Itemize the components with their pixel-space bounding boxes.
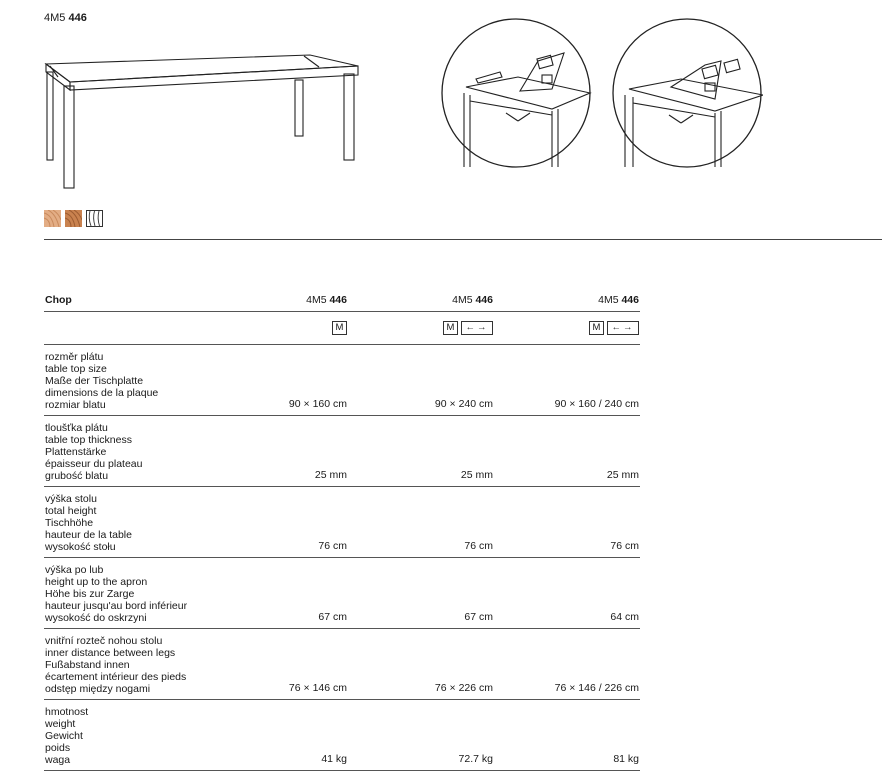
row-labels: tloušťka plátu table top thickness Plattenstärke épaisseur du plateau grubość blatu xyxy=(45,422,143,482)
column-icons xyxy=(589,321,639,335)
column-icons xyxy=(443,321,493,335)
material-m-icon: M xyxy=(332,321,347,335)
spec-value: 64 cm xyxy=(610,611,639,623)
material-m-icon: M xyxy=(443,321,458,335)
wood-grain-outline-icon xyxy=(86,210,103,227)
spec-value: 76 × 146 cm xyxy=(288,682,347,694)
column-header: 4M5 446 xyxy=(452,294,493,306)
spec-header-row xyxy=(44,292,640,312)
spec-value: 76 × 226 cm xyxy=(434,682,493,694)
model-prefix: 4M5 xyxy=(44,12,66,24)
finish-swatches xyxy=(44,210,103,227)
row-labels: výška po lub height up to the apron Höhe bis zur Zarge hauteur jusqu'au bord inférieur wysokość do oskrzyni xyxy=(45,564,188,624)
row-labels: výška stolu total height Tischhöhe hauteur de la table wysokość stołu xyxy=(45,493,132,553)
spec-value: 90 × 240 cm xyxy=(434,398,493,410)
spec-row-total-height xyxy=(44,487,640,558)
spec-row-weight xyxy=(44,700,640,771)
spec-title: Chop xyxy=(45,294,72,306)
spec-value: 25 mm xyxy=(314,469,347,481)
row-labels: rozměr plátu table top size Maße der Tischplatte dimensions de la plaque rozmiar blatu xyxy=(45,351,159,411)
spec-value: 76 cm xyxy=(610,540,639,552)
spec-row-leg-distance xyxy=(44,629,640,700)
spec-value: 76 cm xyxy=(318,540,347,552)
extension-mechanism-detail-alt xyxy=(611,17,763,169)
spec-row-table-top-size xyxy=(44,345,640,416)
spec-value: 25 mm xyxy=(460,469,493,481)
light-wood-swatch-icon xyxy=(44,210,61,227)
spec-value: 41 kg xyxy=(321,753,347,765)
model-number: 446 xyxy=(68,12,87,24)
material-m-icon: M xyxy=(589,321,604,335)
spec-value: 81 kg xyxy=(613,753,639,765)
column-header: 4M5 446 xyxy=(306,294,347,306)
spec-value: 67 cm xyxy=(318,611,347,623)
section-divider xyxy=(44,239,882,240)
dining-table-drawing xyxy=(44,50,364,190)
extendable-arrows-icon: ←→ xyxy=(461,321,493,335)
column-header: 4M5 446 xyxy=(598,294,639,306)
spec-value: 76 × 146 / 226 cm xyxy=(554,682,639,694)
spec-value: 72.7 kg xyxy=(458,753,493,765)
dark-wood-swatch-icon xyxy=(65,210,82,227)
spec-row-apron-height xyxy=(44,558,640,629)
spec-icon-row xyxy=(44,312,640,345)
extendable-arrows-icon: ←→ xyxy=(607,321,639,335)
spec-value: 76 cm xyxy=(464,540,493,552)
spec-row-top-thickness xyxy=(44,416,640,487)
column-icons xyxy=(332,321,347,335)
spec-table xyxy=(44,292,640,771)
spec-value: 90 × 160 / 240 cm xyxy=(554,398,639,410)
spec-value: 25 mm xyxy=(606,469,639,481)
row-labels: vnitřní rozteč nohou stolu inner distance between legs Fußabstand innen écartement intérieur des pieds odstęp między nogami xyxy=(45,635,187,695)
row-labels: hmotnost weight Gewicht poids waga xyxy=(45,706,89,766)
model-code xyxy=(44,12,87,24)
spec-value: 67 cm xyxy=(464,611,493,623)
extension-mechanism-detail xyxy=(440,17,592,169)
spec-value: 90 × 160 cm xyxy=(288,398,347,410)
